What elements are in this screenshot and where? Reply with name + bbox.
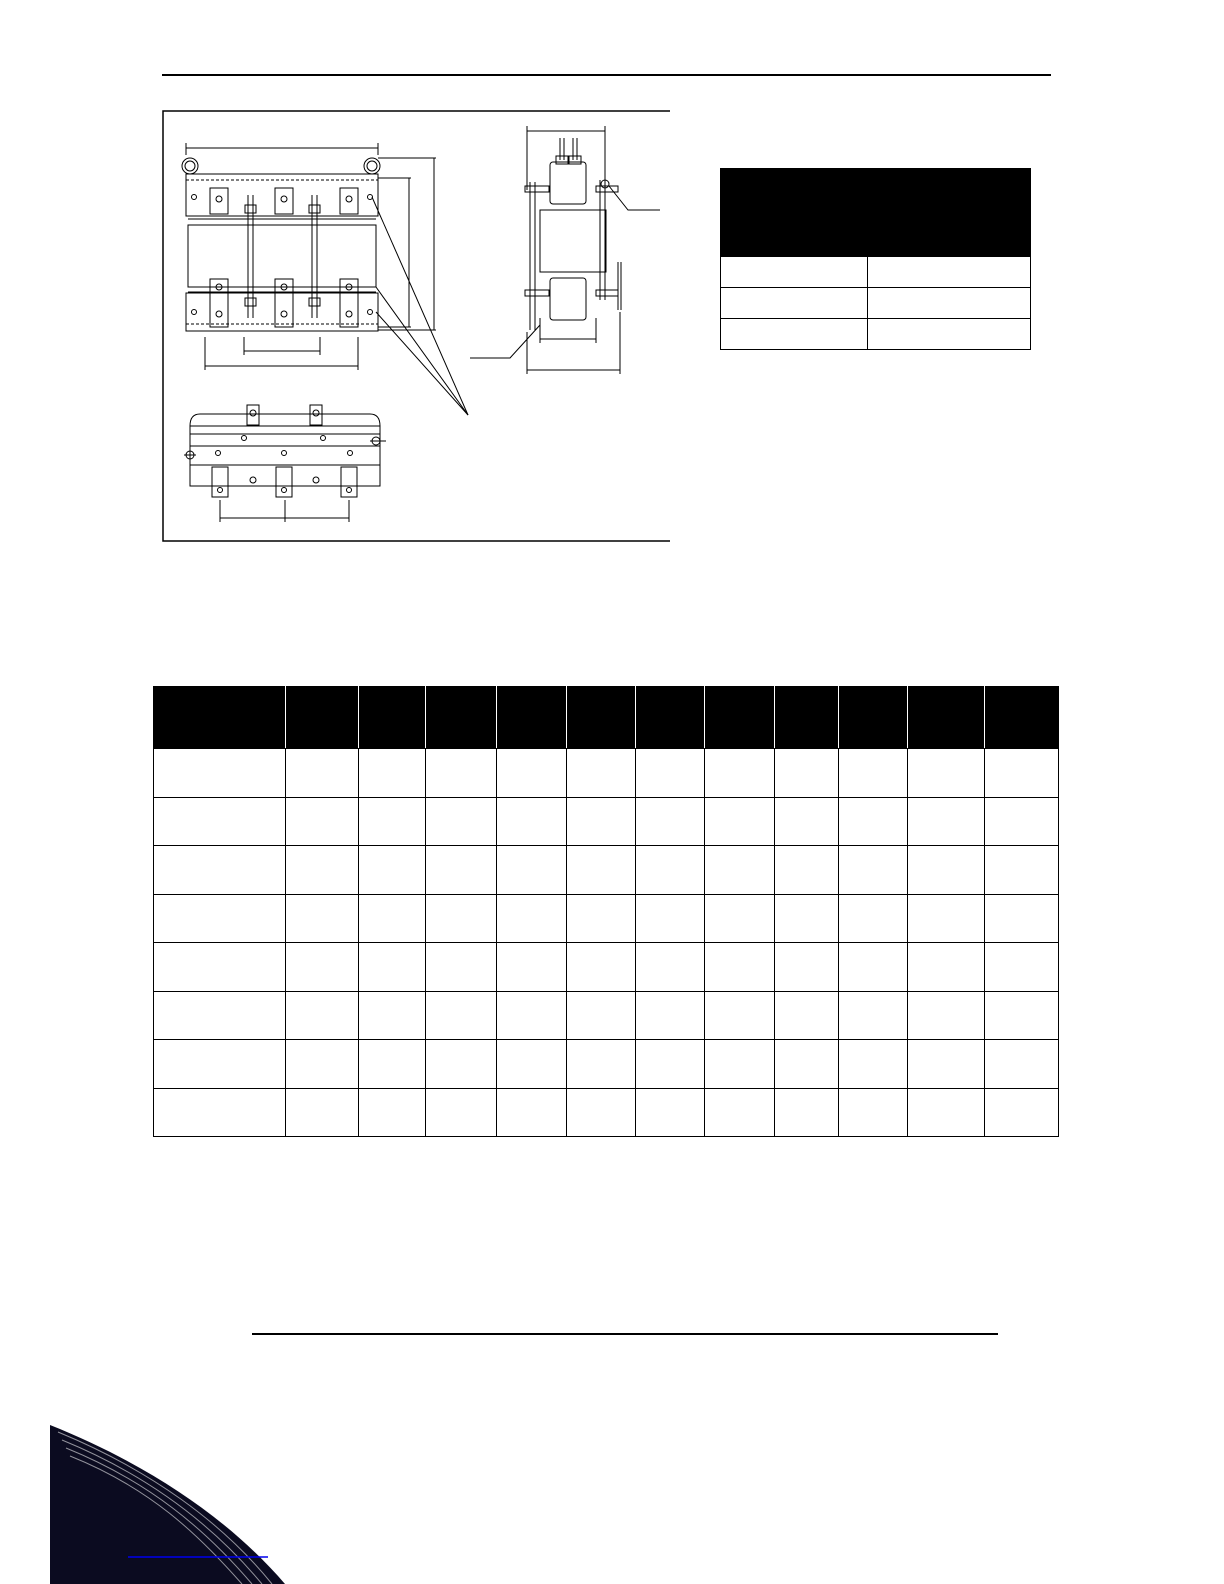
table-cell [705,1088,775,1137]
header-cell [285,687,358,749]
table-cell [984,991,1058,1040]
table-cell [497,1088,567,1137]
table-cell [497,991,567,1040]
table-cell [497,749,567,798]
table-cell [705,797,775,846]
table-cell [358,846,426,895]
table-cell [984,943,1058,992]
table-cell [426,991,497,1040]
small-table-header-cell [868,169,1031,257]
table-cell [636,943,705,992]
header-cell [907,687,984,749]
dimension-table-row [154,943,1059,992]
table-cell [774,1040,838,1089]
table-cell [497,1040,567,1089]
table-cell [705,943,775,992]
table-cell [636,894,705,943]
table-cell [154,797,286,846]
table-cell [838,894,907,943]
table-cell [907,749,984,798]
table-cell [566,894,636,943]
small-table-row [721,319,1031,350]
dimension-table-row [154,1088,1059,1137]
table-cell [636,797,705,846]
table-cell [497,943,567,992]
table-cell [566,749,636,798]
dimension-table-row [154,797,1059,846]
small-table-cell [721,288,868,319]
table-cell [984,749,1058,798]
table-cell [285,749,358,798]
table-cell [285,1040,358,1089]
table-cell [358,1040,426,1089]
table-cell [774,1088,838,1137]
table-cell [154,991,286,1040]
table-cell [907,846,984,895]
table-cell [285,1088,358,1137]
table-cell [566,1088,636,1137]
header-cell [636,687,705,749]
table-cell [907,797,984,846]
table-cell [838,1040,907,1089]
table-cell [636,846,705,895]
table-cell [154,749,286,798]
small-table-header-cell [721,169,868,257]
header-cell [984,687,1058,749]
brand-corner-graphic [0,1410,300,1584]
dimension-table-row [154,894,1059,943]
table-cell [426,1040,497,1089]
table-cell [907,1088,984,1137]
table-cell [285,846,358,895]
table-cell [497,797,567,846]
table-cell [907,991,984,1040]
table-cell [984,846,1058,895]
table-cell [426,749,497,798]
table-cell [566,846,636,895]
small-table-cell [868,288,1031,319]
table-cell [774,943,838,992]
table-cell [636,1088,705,1137]
table-cell [636,1040,705,1089]
table-cell [566,991,636,1040]
table-cell [705,846,775,895]
table-cell [984,1040,1058,1089]
table-cell [426,1088,497,1137]
table-cell [984,894,1058,943]
table-cell [838,991,907,1040]
table-cell [154,943,286,992]
header-cell [358,687,426,749]
table-cell [285,797,358,846]
table-cell [774,894,838,943]
table-cell [358,894,426,943]
header-cell [154,687,286,749]
table-cell [838,1088,907,1137]
dimension-table [153,686,1059,1137]
header-cell [705,687,775,749]
table-cell [705,749,775,798]
table-cell [358,1088,426,1137]
dimension-table-header-row [154,687,1059,749]
table-cell [358,991,426,1040]
dimension-table-row [154,991,1059,1040]
table-cell [838,797,907,846]
table-cell [705,894,775,943]
table-cell [566,797,636,846]
table-cell [907,894,984,943]
table-cell [984,797,1058,846]
small-table-cell [721,319,868,350]
table-cell [636,749,705,798]
dimension-table-row [154,1040,1059,1089]
small-table-header-row [721,169,1031,257]
footer-link[interactable] [128,1545,268,1557]
small-table-row [721,288,1031,319]
table-cell [774,749,838,798]
small-spec-table [720,168,1031,350]
footer-rule [252,1333,998,1335]
table-cell [907,1040,984,1089]
table-cell [774,846,838,895]
table-cell [838,943,907,992]
table-cell [984,1088,1058,1137]
table-cell [636,991,705,1040]
header-cell [838,687,907,749]
dimension-table-row [154,749,1059,798]
table-cell [426,797,497,846]
small-table-cell [721,257,868,288]
table-cell [838,846,907,895]
table-cell [426,846,497,895]
table-cell [705,991,775,1040]
table-cell [285,991,358,1040]
small-table-cell [868,319,1031,350]
header-cell [497,687,567,749]
table-cell [154,1040,286,1089]
table-cell [774,991,838,1040]
table-cell [426,943,497,992]
small-table-row [721,257,1031,288]
header-cell [426,687,497,749]
table-cell [774,797,838,846]
table-cell [358,749,426,798]
table-cell [358,943,426,992]
table-cell [566,1040,636,1089]
table-cell [154,1088,286,1137]
table-cell [838,749,907,798]
table-cell [705,1040,775,1089]
table-cell [497,894,567,943]
table-cell [358,797,426,846]
table-cell [907,943,984,992]
front-view [182,143,468,415]
header-cell [566,687,636,749]
table-cell [285,894,358,943]
table-cell [426,894,497,943]
small-table-cell [868,257,1031,288]
top-view [184,405,386,522]
table-cell [154,894,286,943]
dimension-table-row [154,846,1059,895]
table-cell [497,846,567,895]
table-cell [285,943,358,992]
table-cell [154,846,286,895]
table-cell [566,943,636,992]
header-cell [774,687,838,749]
side-view [470,126,660,374]
